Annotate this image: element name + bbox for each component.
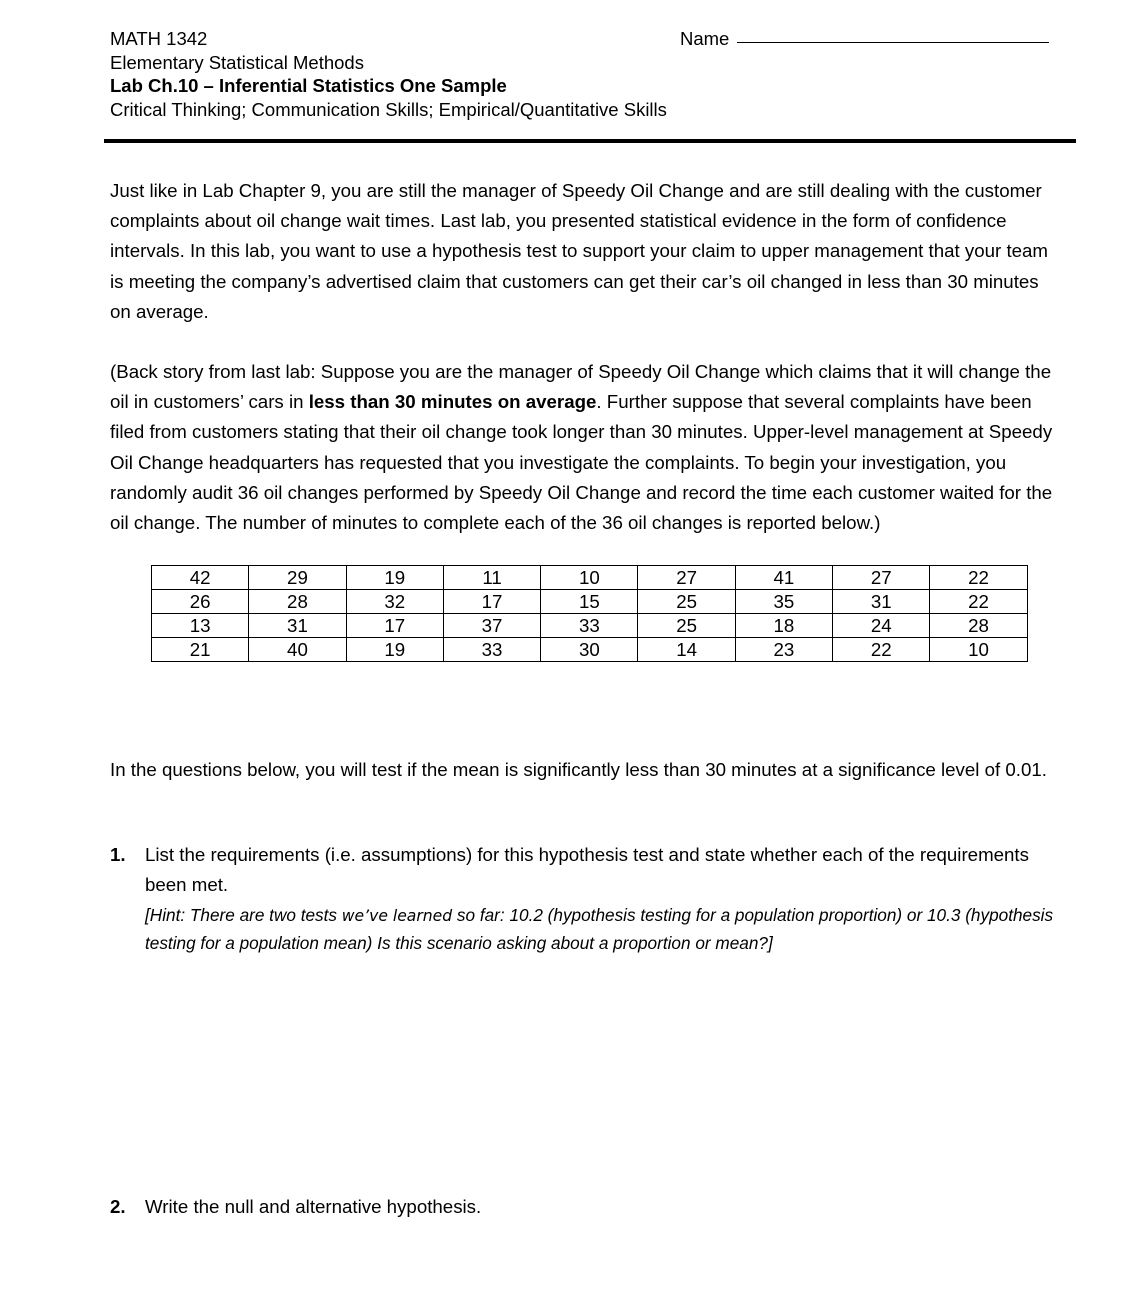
table-cell: 13 [152, 614, 249, 638]
question-number-2: 2. [110, 1196, 126, 1217]
question-item-2 [110, 1192, 1097, 1222]
table-cell: 31 [249, 614, 346, 638]
table-cell: 27 [833, 566, 930, 590]
table-cell: 17 [443, 590, 540, 614]
table-cell: 19 [346, 566, 443, 590]
name-field-block [680, 27, 1049, 51]
table-cell: 11 [443, 566, 540, 590]
table-cell: 40 [249, 638, 346, 662]
significance-section [110, 755, 1062, 785]
table-cell: 28 [249, 590, 346, 614]
table-cell: 21 [152, 638, 249, 662]
paragraph-2 [110, 357, 1062, 538]
skills-line: Critical Thinking; Communication Skills; Empirical/Quantitative Skills [110, 98, 667, 120]
oil-change-times-table [151, 565, 1028, 662]
name-blank-line[interactable] [737, 42, 1049, 43]
table-cell: 32 [346, 590, 443, 614]
table-cell: 31 [833, 590, 930, 614]
table-cell: 30 [541, 638, 638, 662]
question-text-2: Write the null and alternative hypothesis. [145, 1196, 482, 1217]
table-cell: 35 [735, 590, 832, 614]
hint-part-2: so far: 10.2 (hypothesis testing for a population proportion) or 10.3 (hypothesis testing for a population mean) Is this scenario asking about a proportion or mean?] [145, 905, 1054, 954]
table-cell: 22 [930, 590, 1027, 614]
table-cell: 17 [346, 614, 443, 638]
question-number-1: 1. [110, 844, 126, 865]
table-cell: 10 [930, 638, 1027, 662]
paragraph-3: In the questions below, you will test if the mean is significantly less than 30 minutes at a significance level of 0.01. [110, 759, 1047, 780]
course-name: Elementary Statistical Methods [110, 51, 364, 73]
table-cell: 18 [735, 614, 832, 638]
course-code: MATH 1342 [110, 28, 208, 49]
question-text-1: List the requirements (i.e. assumptions) for this hypothesis test and state whether each of the requirements been met. [145, 844, 1029, 896]
table-row [152, 638, 1028, 662]
table-cell: 23 [735, 638, 832, 662]
hint-part-1: [Hint: There are two tests [145, 905, 342, 926]
table-cell: 41 [735, 566, 832, 590]
table-cell: 10 [541, 566, 638, 590]
lab-title: Lab Ch.10 – Inferential Statistics One Sample [110, 75, 507, 96]
paragraph-2-part-2: . Further suppose that several complaints have been filed from customers stating that their oil change took longer than 30 minutes. Upper-level management at Speedy Oil Change headquarters has requested that you investigate the complaints. To begin your investigation, you randomly audit 36 oil changes performed by Speedy Oil Change and record the time each customer waited for the oil change. The number of minutes to complete each of the 36 oil changes is reported below.) [110, 391, 1053, 534]
table-cell: 22 [833, 638, 930, 662]
table-cell: 26 [152, 590, 249, 614]
table-cell: 15 [541, 590, 638, 614]
table-cell: 42 [152, 566, 249, 590]
paragraph-1: Just like in Lab Chapter 9, you are still the manager of Speedy Oil Change and are still dealing with the customer complaints about oil change wait times. Last lab, you presented statistical evidence in the form of confidence intervals. In this lab, you want to use a hypothesis test to support your claim to upper management that your team is meeting the company’s advertised claim that customers can get their car’s oil changed in less than 30 minutes on average. [110, 180, 1048, 322]
table-cell: 33 [443, 638, 540, 662]
table-row [152, 614, 1028, 638]
table-cell: 24 [833, 614, 930, 638]
question-item-1 [110, 840, 1062, 957]
intro-section [110, 176, 1062, 538]
table-row [152, 566, 1028, 590]
question-hint-1 [145, 902, 1062, 957]
question-list [110, 840, 1062, 957]
table-cell: 33 [541, 614, 638, 638]
table-cell: 25 [638, 614, 735, 638]
name-label: Name [680, 28, 730, 49]
table-cell: 19 [346, 638, 443, 662]
header-divider [104, 139, 1076, 143]
paragraph-2-emphasis: less than 30 minutes on average [308, 391, 597, 413]
table-cell: 22 [930, 566, 1027, 590]
paragraph-2-part-1: (Back story from last lab: Suppose you are the manager of Speedy Oil Change which claims that it will change the oil in customers’ cars in [110, 361, 1052, 413]
table-cell: 25 [638, 590, 735, 614]
document-header [110, 27, 1075, 121]
hint-emphasis: we’ve learned [341, 907, 453, 926]
table-cell: 28 [930, 614, 1027, 638]
table-cell: 14 [638, 638, 735, 662]
oil-change-times-table-wrapper [151, 565, 1028, 662]
table-cell: 27 [638, 566, 735, 590]
table-cell: 37 [443, 614, 540, 638]
table-cell: 29 [249, 566, 346, 590]
table-row [152, 590, 1028, 614]
